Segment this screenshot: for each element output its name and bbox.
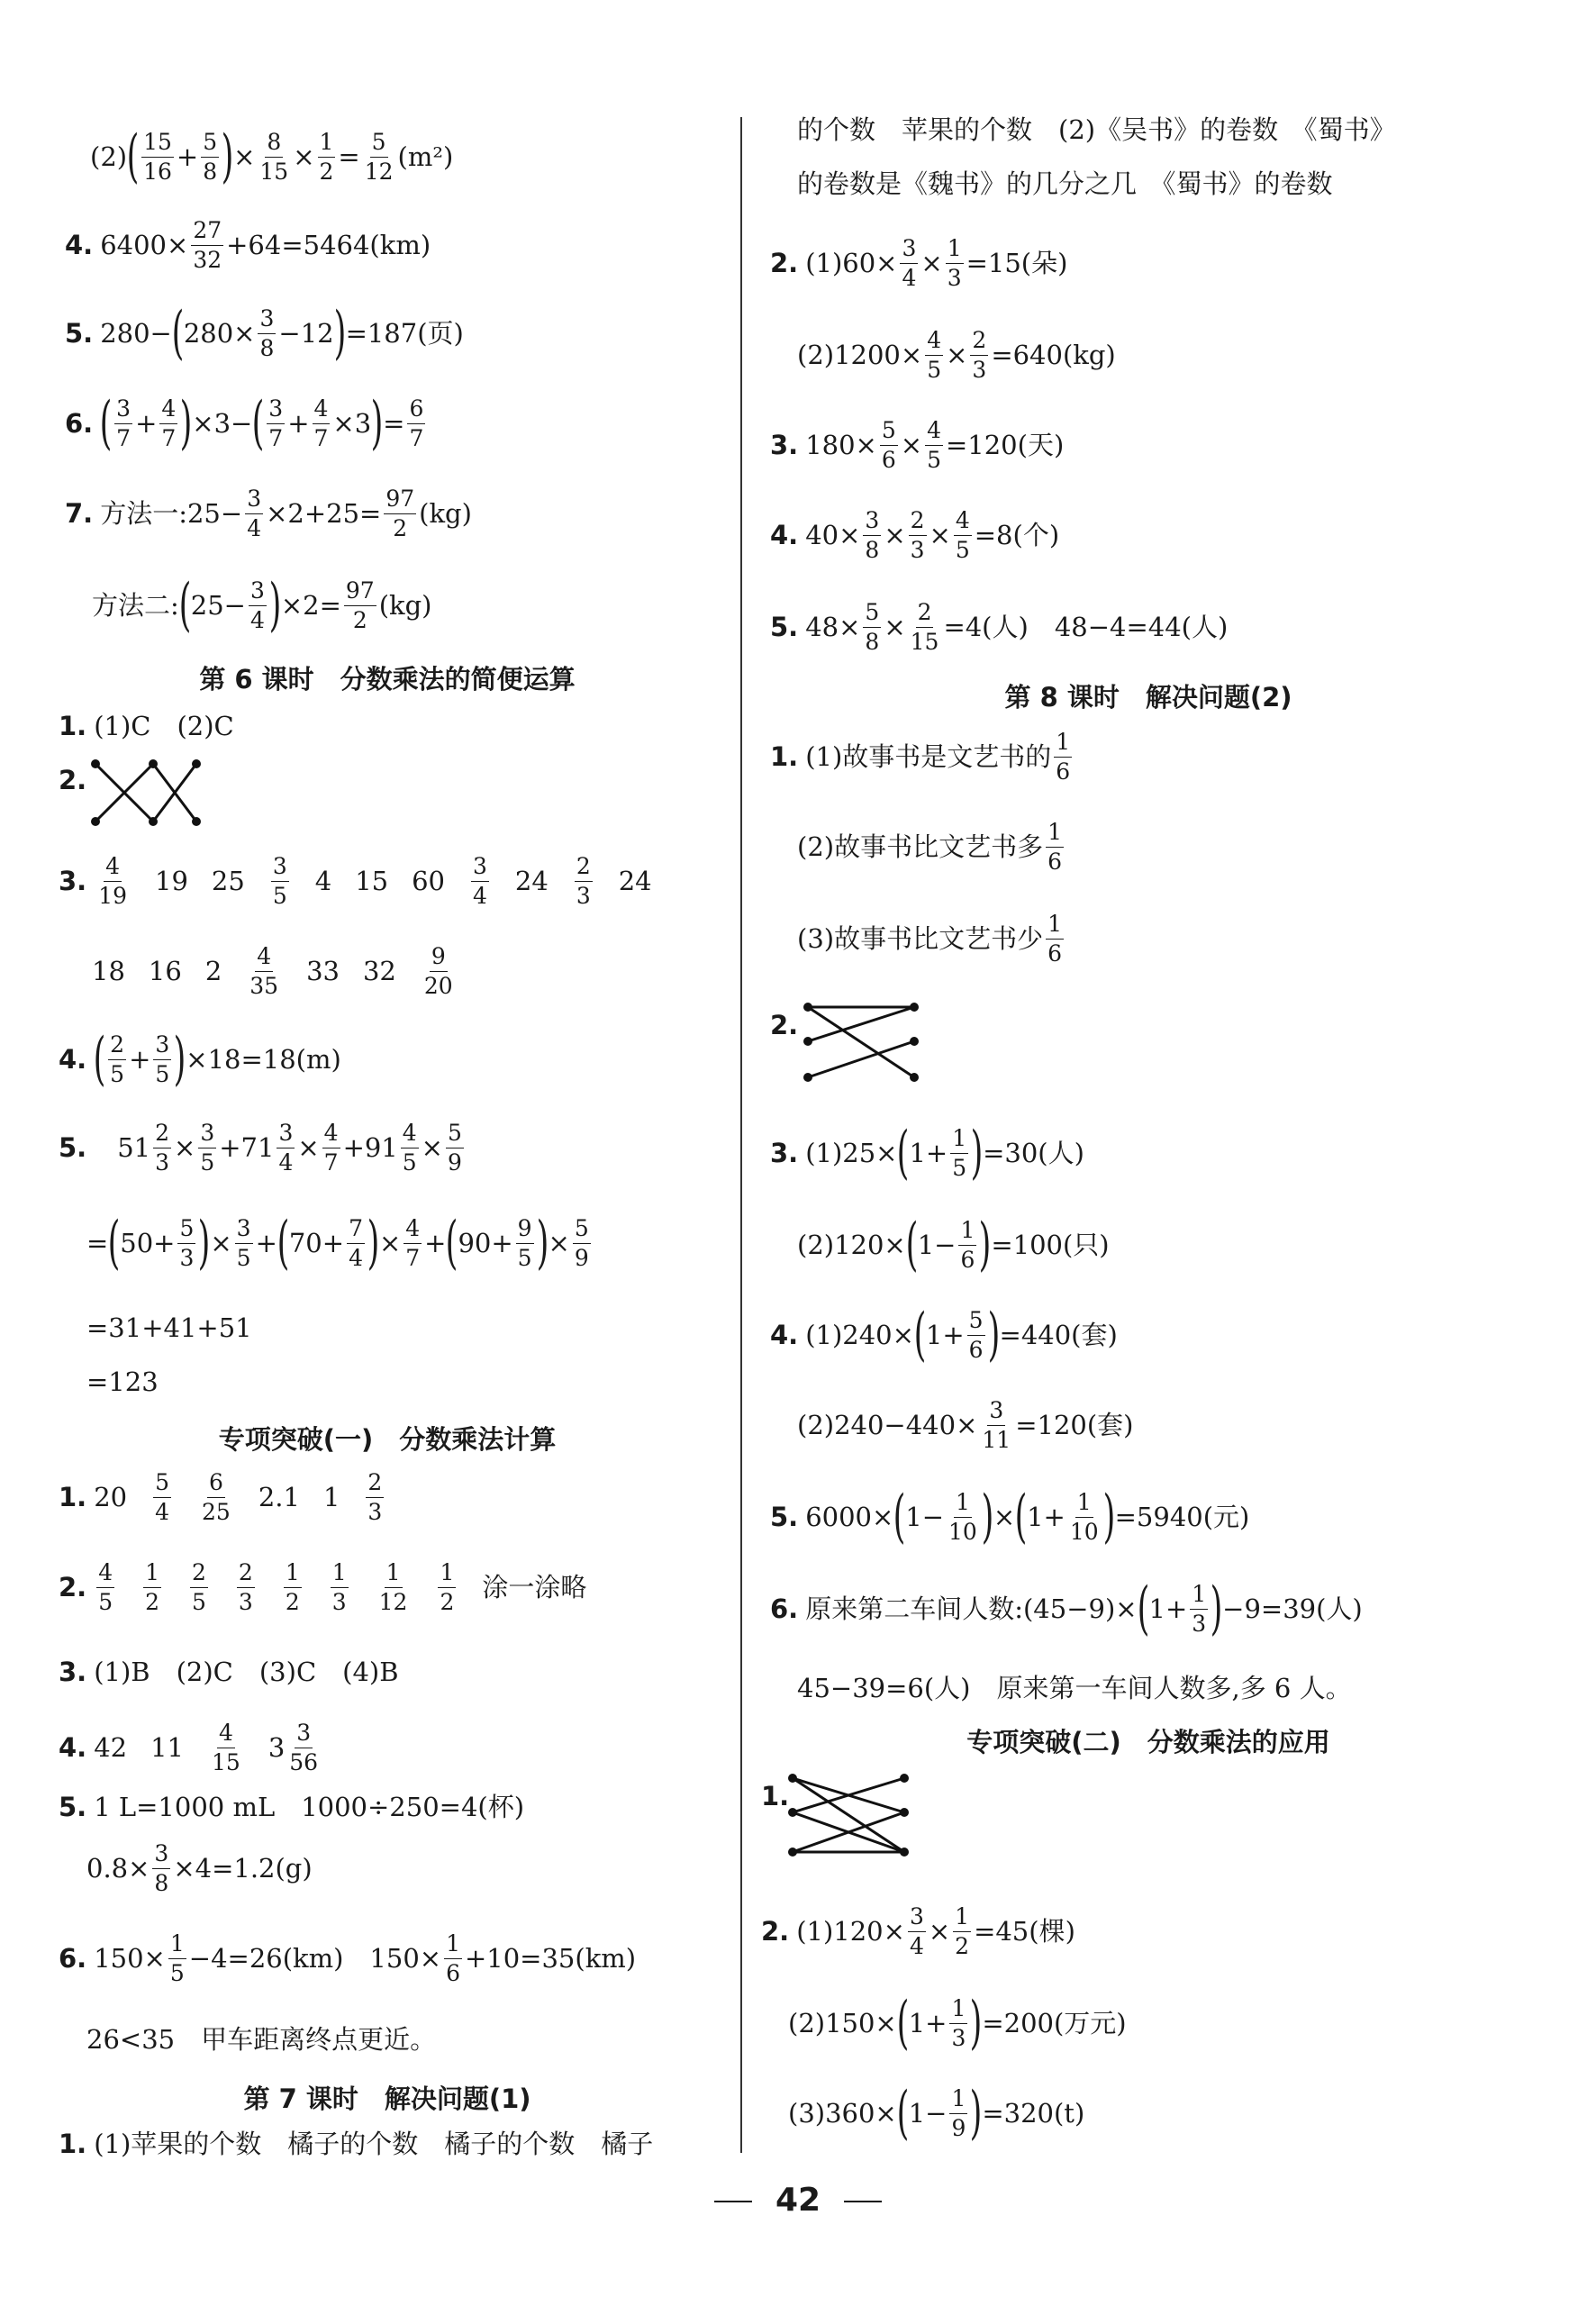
answer-line: 6. 原来第二车间人数:(45−9)× ( 1+ $\frac{1}{3}$ ) −9=39(人) — [770, 1575, 1363, 1642]
answer-line: (3)故事书比文艺书少 $\frac{1}{6}$ — [797, 911, 1062, 967]
answer-line: 18 16 2 $\frac{4}{35}$ 33 32 $\frac{9}{20}$ — [92, 943, 453, 999]
answer-line: 2. — [59, 765, 87, 795]
answer-line: 2. — [770, 1010, 799, 1040]
answer-line: 6. ( $\frac{3}{7}$ + $\frac{4}{7}$ ) ×3− ( $\frac{3}{7}$ + $\frac{4}{7}$ ×3 ) = $\frac{6}{7}$ — [65, 390, 424, 457]
answer-line: 5. 48× $\frac{5}{8}$ × $\frac{2}{15}$ =4(人) 48−4=44(人) — [770, 599, 1229, 655]
answer-line: =31+41+51 — [86, 1312, 252, 1343]
answer-line: 3. (1)25× ( 1+ $\frac{1}{5}$ ) =30(人) — [770, 1120, 1084, 1186]
matching-diagram — [784, 1769, 919, 1877]
answer-line: 3. $\frac{4}{19}$ 19 25 $\frac{3}{5}$ 4 15 60 $\frac{3}{4}$ 24 $\frac{2}{3}$ 24 — [59, 853, 652, 909]
answer-line: 的卷数是《魏书》的几分之几 《蜀书》的卷数 — [797, 168, 1333, 199]
section-heading: 专项突破(二) 分数乘法的应用 — [966, 1727, 1330, 1757]
section-heading: 第 8 课时 解决问题(2) — [1004, 682, 1292, 713]
section-heading: 第 7 课时 解决问题(1) — [243, 2084, 531, 2114]
answer-line: (2) ( $\frac{15}{16}$ + $\frac{5}{8}$ ) × $\frac{8}{15}$ × $\frac{1}{2}$ = $\frac{5}{12}$ (m²) — [90, 123, 454, 190]
column-divider — [740, 117, 742, 2153]
matching-diagram — [797, 1000, 923, 1099]
answer-line: 4. (1)240× ( 1+ $\frac{5}{6}$ ) =440(套) — [770, 1302, 1118, 1368]
answer-line: 7. 方法一:25− $\frac{3}{4}$ ×2+25= $\frac{97}{2}$ (kg) — [65, 486, 472, 541]
answer-line: (2)150× ( 1+ $\frac{1}{3}$ ) =200(万元) — [788, 1990, 1127, 2056]
answer-line: 方法二: ( 25− $\frac{3}{4}$ ) ×2= $\frac{97}{2}$ (kg) — [92, 572, 432, 639]
answer-line: (2)240−440× $\frac{3}{11}$ =120(套) — [797, 1397, 1134, 1453]
answer-line: 1. (1)故事书是文艺书的 $\frac{1}{6}$ — [770, 729, 1071, 785]
answer-line: 45−39=6(人) 原来第一车间人数多,多 6 人。 — [797, 1673, 1352, 1703]
answer-line: (2)故事书比文艺书多 $\frac{1}{6}$ — [797, 819, 1062, 875]
answer-line: =123 — [86, 1366, 159, 1397]
answer-line: = ( 50+ $\frac{5}{3}$ ) × $\frac{3}{5}$ + ( 70+ $\frac{7}{4}$ ) × $\frac{4}{7}$ + ( 90+ $\frac{9}{5}$ ) × $\frac{5}{9}$ — [86, 1210, 589, 1276]
section-heading: 第 6 课时 分数乘法的简便运算 — [199, 664, 576, 695]
answer-line: 3. (1)B (2)C (3)C (4)B — [59, 1657, 399, 1687]
answer-line: 1. 20 $\frac{5}{4}$ $\frac{6}{25}$ 2.1 1 $\frac{2}{3}$ — [59, 1469, 383, 1525]
page-number-dash — [714, 2201, 752, 2202]
matching-diagram — [88, 757, 205, 829]
answer-line: 3. 180× $\frac{5}{6}$ × $\frac{4}{5}$ =120(天) — [770, 417, 1065, 473]
answer-line: 2. (1)60× $\frac{3}{4}$ × $\frac{1}{3}$ =15(朵) — [770, 235, 1068, 291]
answer-line: 1. (1)苹果的个数 橘子的个数 橘子的个数 橘子 — [59, 2129, 654, 2159]
answer-line: 2. $\frac{4}{5}$ $\frac{1}{2}$ $\frac{2}{5}$ $\frac{2}{3}$ $\frac{1}{2}$ $\frac{1}{3}$ $\frac{1}{12}$ $\frac{1}{2}$ 涂一涂略 — [59, 1559, 587, 1615]
page-number — [0, 2182, 1596, 2219]
answer-line: 1. — [761, 1781, 790, 1811]
answer-line: 26<35 甲车距离终点更近。 — [86, 2024, 437, 2055]
answer-line: (2)1200× $\frac{4}{5}$ × $\frac{2}{3}$ =640(kg) — [797, 327, 1116, 383]
answer-line: 4. 42 11 $\frac{4}{15}$ 3 $\frac{3}{56}$ — [59, 1720, 319, 1775]
page-number-text: 42 — [775, 2182, 821, 2219]
answer-line: 5. 51 $\frac{2}{3}$ × $\frac{3}{5}$ +71 $\frac{3}{4}$ × $\frac{4}{7}$ +91 $\frac{4}{5}$ × $\frac{5}{9}$ — [59, 1120, 462, 1176]
answer-line: (3)360× ( 1− $\frac{1}{9}$ ) =320(t) — [788, 2080, 1085, 2147]
answer-line: 5. 1 L=1000 mL 1000÷250=4(杯) — [59, 1792, 525, 1822]
answer-line: 4. ( $\frac{2}{5}$ + $\frac{3}{5}$ ) ×18=18(m) — [59, 1026, 341, 1093]
section-heading: 专项突破(一) 分数乘法计算 — [218, 1424, 557, 1455]
answer-line: 1. (1)C (2)C — [59, 711, 234, 741]
answer-line: 4. 6400× $\frac{27}{32}$ +64=5464(km) — [65, 217, 431, 273]
answer-line: 6. 150× $\frac{1}{5}$ −4=26(km) 150× $\frac{1}{6}$ +10=35(km) — [59, 1930, 637, 1986]
page-number-dash — [844, 2201, 882, 2202]
answer-line: 2. (1)120× $\frac{3}{4}$ × $\frac{1}{2}$ =45(棵) — [761, 1903, 1075, 1959]
answer-line: 的个数 苹果的个数 (2)《吴书》的卷数 《蜀书》 — [797, 114, 1396, 145]
answer-line: 0.8× $\frac{3}{8}$ ×4=1.2(g) — [86, 1840, 313, 1896]
answer-line: (2)120× ( 1− $\frac{1}{6}$ ) =100(只) — [797, 1212, 1110, 1278]
answer-line: 5. 280− ( 280× $\frac{3}{8}$ −12 ) =187(页) — [65, 300, 464, 367]
answer-line: 5. 6000× ( 1− $\frac{1}{10}$ ) × ( 1+ $\frac{1}{10}$ ) =5940(元) — [770, 1484, 1250, 1550]
answer-line: 4. 40× $\frac{3}{8}$ × $\frac{2}{3}$ × $\frac{4}{5}$ =8(个) — [770, 507, 1060, 563]
